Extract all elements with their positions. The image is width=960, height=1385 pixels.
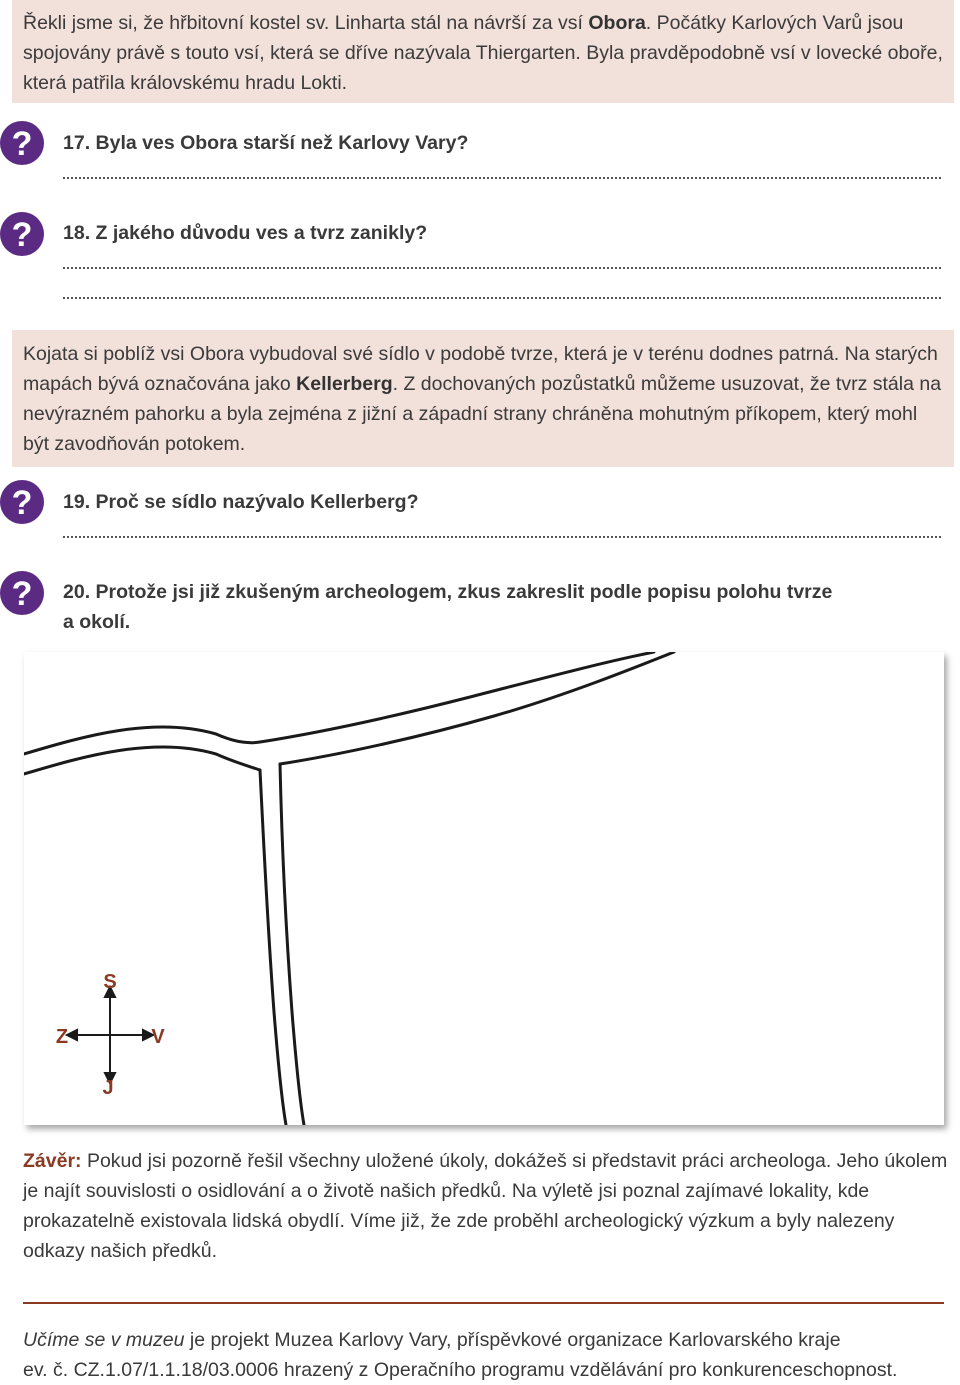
question-mark-icon (0, 211, 46, 257)
footer-divider (23, 1302, 944, 1304)
footer-line1 (23, 1325, 953, 1355)
svg-text:?: ? (11, 575, 33, 613)
conclusion-label: Závěr: (23, 1150, 82, 1172)
intro-box (12, 0, 954, 103)
arrow-west-icon (67, 1030, 77, 1040)
svg-text:?: ? (11, 216, 33, 254)
info-text: Kojata si poblíž vsi Obora vybudoval své sídlo v podobě tvrze, která je v terénu dodnes patrná. Na starých mapách bývá označována jako (23, 343, 938, 395)
map-svg (24, 652, 944, 1125)
intro-text: Řekli jsme si, že hřbitovní kostel sv. Linharta stál na návrší za vsí (23, 12, 589, 34)
question-17: 17. Byla ves Obora starší než Karlovy Vary? (63, 132, 469, 154)
footer-project-name: Učíme se v muzeu (23, 1329, 185, 1351)
answer-line-19[interactable] (63, 536, 941, 538)
conclusion-text: Pokud jsi pozorně řešil všechny uložené úkoly, dokážeš si představit práci archeologa. Jeho úkolem je najít souvislosti o osidlování a o životě našich předků. Na výletě jsi poznal zajímavé lokality, kde prokazatelně existovala lidská obydlí. Víme již, že zde proběhl archeologický výzkum a byly nalezeny odkazy našich předků. (23, 1150, 948, 1262)
question-19: 19. Proč se sídlo nazývalo Kellerberg? (63, 491, 419, 513)
svg-text:?: ? (11, 125, 33, 163)
question-mark-icon (0, 479, 46, 525)
answer-line-18b[interactable] (63, 297, 941, 299)
footer (23, 1325, 953, 1385)
map-drawing-area[interactable] (24, 652, 944, 1125)
intro-text-rest: . Počátky Karlových Varů jsou spojovány právě s touto vsí, která se dříve nazývala Thiergarten. Byla pravděpodobně vsí v lovecké oboře, která patřila královskému hradu Lokti. (23, 12, 943, 94)
question-mark-icon (0, 570, 46, 616)
info-box (12, 330, 954, 467)
answer-line-18a[interactable] (63, 267, 941, 269)
footer-line2: ev. č. CZ.1.07/1.1.18/03.0006 hrazený z Operačního programu vzdělávání pro konkurenceschopnost. (23, 1359, 898, 1381)
question-20-line2: a okolí. (63, 611, 131, 633)
question-mark-icon (0, 120, 46, 166)
question-18: 18. Z jakého důvodu ves a tvrz zanikly? (63, 222, 428, 244)
svg-text:?: ? (11, 484, 33, 522)
question-20 (63, 577, 943, 637)
info-text-rest: . Z dochovaných pozůstatků můžeme usuzovat, že tvrz stála na nevýrazném pahorku a byla zejména z jižní a západní strany chráněna mohutným příkopem, který mohl být zavodňován potokem. (23, 373, 942, 455)
answer-line-17[interactable] (63, 177, 941, 179)
compass-rose (67, 987, 153, 1083)
compass-west: Z (55, 1026, 69, 1048)
info-bold-kellerberg: Kellerberg (296, 373, 393, 395)
question-20-line1: 20. Protože jsi již zkušeným archeologem, zkus zakreslit podle popisu polohu tvrze (63, 581, 833, 603)
compass-north: S (103, 971, 117, 993)
footer-line1-text: je projekt Muzea Karlovy Vary, příspěvkové organizace Karlovarského kraje (184, 1329, 841, 1351)
intro-bold-obora: Obora (588, 12, 646, 34)
conclusion-paragraph (23, 1146, 948, 1266)
road-lines (24, 652, 674, 1125)
compass-east: V (151, 1026, 165, 1048)
compass-south: J (102, 1077, 114, 1099)
